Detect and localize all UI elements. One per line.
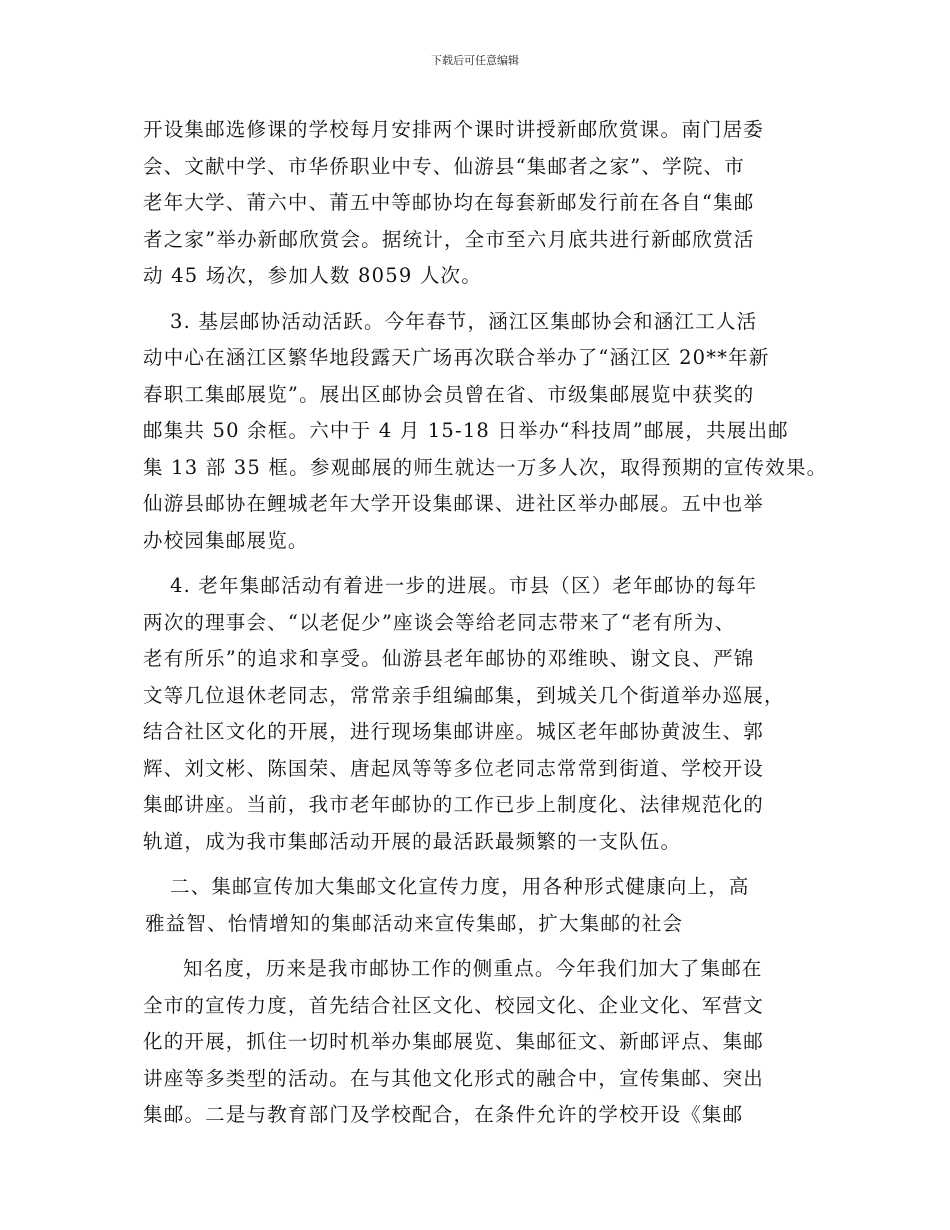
text-line: 动中心在涵江区繁华地段露天广场再次联合举办了“涵江区 20**年新 [143,346,770,369]
text-line: 知名度，历来是我市邮协工作的侧重点。今年我们加大了集邮在 [183,957,763,980]
paragraph-publicity [143,951,833,1134]
paragraph-stamp-appreciation [143,112,833,295]
text-line: 动 45 场次，参加人数 8059 人次。 [143,264,482,287]
text-line: 雅益智、怡情增知的集邮活动来宣传集邮，扩大集邮的社会 [145,911,684,935]
text-line: 邮集共 50 余框。六中于 4 月 15-18 日举办“科技周”邮展，共展出邮 [143,419,789,442]
paragraph-elderly-activities [143,568,833,860]
text-line: 开设集邮选修课的学校每月安排两个课时讲授新邮欣赏课。南门居委 [143,118,765,141]
paragraph-grassroots-activities [143,304,833,560]
text-line: 3. 基层邮协活动活跃。今年春节，涵江区集邮协会和涵江工人活 [170,309,758,333]
text-line: 集邮讲座。当前，我市老年邮协的工作已步上制度化、法律规范化的 [143,793,765,816]
paragraph-section-two-heading [143,869,833,942]
text-line: 化的开展，抓住一切时机举办集邮展览、集邮征文、新邮评点、集邮 [143,1030,765,1053]
text-line: 春职工集邮展览”。展出区邮协会员曾在省、市级集邮展览中获奖的 [143,382,755,406]
text-line: 文等几位退休老同志，常常亲手组编邮集，到城关几个街道举办巡展， [143,683,785,707]
text-line: 会、文献中学、市华侨职业中专、仙游县“集邮者之家”、学院、市 [143,154,745,178]
text-line: 4. 老年集邮活动有着进一步的进展。市县（区）老年邮协的每年 [170,574,758,597]
text-line: 集 13 部 35 框。参观邮展的师生就达一万多人次，取得预期的宣传效果。 [143,455,828,479]
text-line: 讲座等多类型的活动。在与其他文化形式的融合中，宣传集邮、突出 [143,1066,765,1090]
text-line: 全市的宣传力度，首先结合社区文化、校园文化、企业文化、军营文 [143,993,765,1017]
text-line: 者之家”举办新邮欣赏会。据统计，全市至六月底共进行新邮欣赏活 [143,227,755,251]
text-line: 老有所乐”的追求和享受。仙游县老年邮协的邓维映、谢文良、严锦 [143,647,755,670]
document-body [143,112,833,1134]
text-line: 二、集邮宣传加大集邮文化宣传力度，用各种形式健康向上，高 [170,875,750,898]
page-header: 下载后可任意编辑 [431,54,519,67]
text-line: 办校园集邮展览。 [143,528,309,552]
text-line: 两次的理事会、“以老促少”座谈会等给老同志带来了“老有所为、 [143,610,736,634]
text-line: 老年大学、莆六中、莆五中等邮协均在每套新邮发行前在各自“集邮 [143,191,755,214]
text-line: 仙游县邮协在鲤城老年大学开设集邮课、进社区举办邮展。五中也举 [143,492,765,515]
text-line: 轨道，成为我市集邮活动开展的最活跃最频繁的一支队伍。 [143,829,682,853]
text-line: 集邮。二是与教育部门及学校配合，在条件允许的学校开设《集邮 [143,1103,744,1126]
text-line: 辉、刘文彬、陈国荣、唐起凤等等多位老同志常常到街道、学校开设 [143,756,765,780]
text-line: 结合社区文化的开展，进行现场集邮讲座。城区老年邮协黄波生、郭 [143,720,765,743]
